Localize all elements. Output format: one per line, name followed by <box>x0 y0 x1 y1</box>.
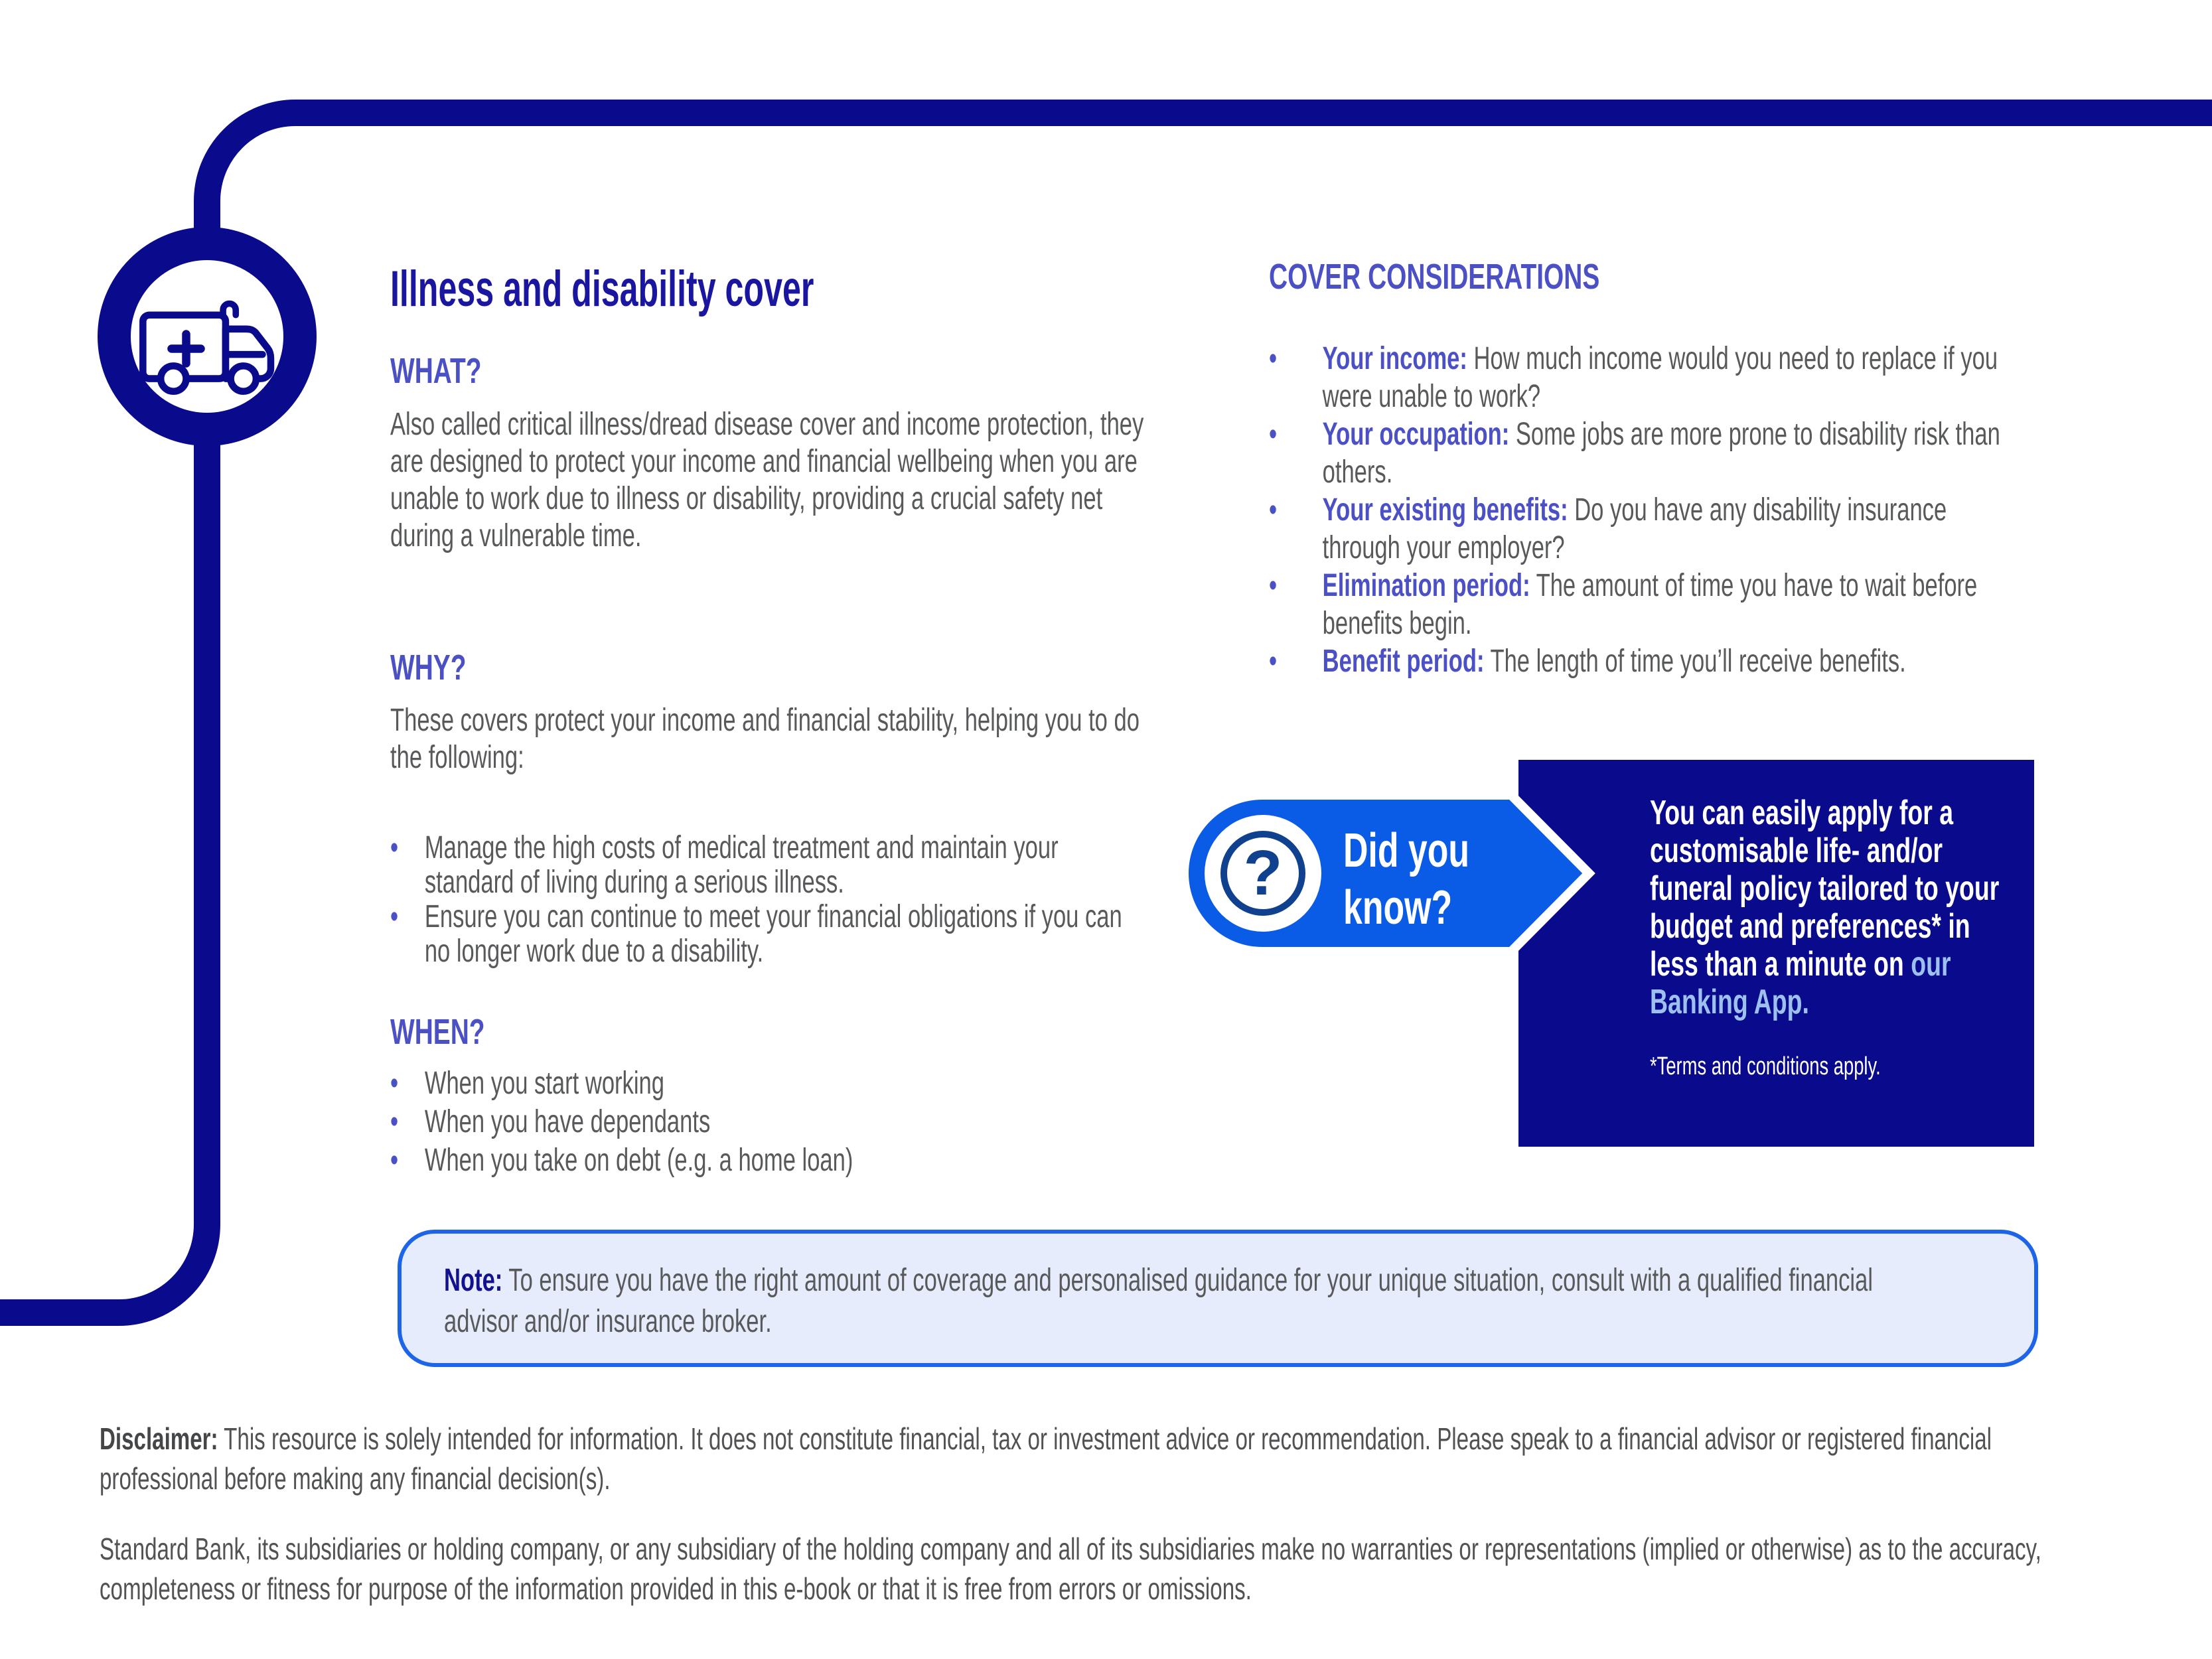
when-bullet-1: When you start working <box>424 1066 664 1101</box>
consideration-benefit-period-lead: Benefit period: <box>1322 644 1485 679</box>
consideration-benefits-lead: Your existing benefits: <box>1322 492 1568 528</box>
consideration-income-lead: Your income: <box>1322 341 1467 376</box>
consideration-occupation-lead: Your occupation: <box>1322 417 1510 452</box>
when-heading: WHEN? <box>390 1012 485 1052</box>
list-item <box>1269 415 2029 491</box>
consideration-elimination <box>1323 567 2030 642</box>
disclaimer-paragraph-2: Standard Bank, its subsidiaries or holding company, or any subsidiary of the holding company and all of its subsidiaries make no warranties or representations (implied or otherwise) as to the accuracy, completeness or fitness for purpose of the information provided in this e-book or that it is free from errors or omissions. <box>100 1532 2041 1606</box>
bullet-dot-icon <box>1269 415 1323 453</box>
note-lead: Note: <box>444 1263 503 1298</box>
disclaimer-lead: Disclaimer: <box>100 1421 218 1456</box>
bullet-dot-icon <box>1269 491 1323 529</box>
list-item <box>390 1064 1145 1103</box>
when-bullet-2: When you have dependants <box>424 1104 711 1139</box>
bullet-dot-icon <box>1269 642 1323 680</box>
consideration-income <box>1323 340 2030 415</box>
list-item <box>1269 340 2029 415</box>
list-item <box>390 831 1145 900</box>
what-heading: WHAT? <box>390 351 482 391</box>
list-item <box>1269 567 2029 642</box>
consideration-occupation-text: Some jobs are more prone to disability risk than others. <box>1322 417 2000 490</box>
did-you-know-badge <box>1176 788 1601 958</box>
question-icon-glyph: ? <box>1243 837 1283 908</box>
terms-note: *Terms and conditions apply. <box>1650 1052 1881 1080</box>
disclaimer-paragraph-1 <box>100 1419 2059 1498</box>
why-bullet-1: Manage the high costs of medical treatment and maintain your standard of living during a serious illness. <box>424 830 1059 900</box>
what-body: Also called critical illness/dread disease cover and income protection, they are designed to protect your income and financial wellbeing when you are unable to work due to illness or disability, providing a crucial safety net during a vulnerable time. <box>390 407 1144 553</box>
bullet-dot-icon <box>390 1103 425 1141</box>
disclaimer-text-1: This resource is solely intended for information. It does not constitute financial, tax or investment advice or recommendation. Please speak to a financial advisor or registered financial professional before making any financial decision(s). <box>100 1421 1992 1496</box>
consideration-benefit-period <box>1323 642 1906 680</box>
page-title: Illness and disability cover <box>390 261 814 317</box>
list-item <box>390 900 1145 969</box>
considerations-heading: COVER CONSIDERATIONS <box>1269 257 1600 297</box>
badge-label-line1: Did you <box>1343 824 1470 878</box>
why-bullet-list <box>390 831 1145 969</box>
did-you-know-body <box>1650 794 2006 1086</box>
note-box <box>398 1230 2038 1367</box>
consideration-occupation <box>1323 415 2030 491</box>
bullet-dot-icon <box>390 831 425 865</box>
disclaimer <box>100 1419 2059 1609</box>
when-bullet-3: When you take on debt (e.g. a home loan) <box>424 1143 853 1178</box>
note-text <box>444 1260 1878 1342</box>
consideration-income-text: How much income would you need to replace if you were unable to work? <box>1322 341 1998 414</box>
list-item <box>1269 642 2029 680</box>
list-item <box>1269 491 2029 567</box>
why-intro: These covers protect your income and financial stability, helping you to do the following: <box>390 703 1140 775</box>
bullet-dot-icon <box>390 1064 425 1103</box>
consideration-benefits-text: Do you have any disability insurance through your employer? <box>1322 492 1947 565</box>
bullet-dot-icon <box>1269 340 1323 378</box>
list-item <box>390 1103 1145 1141</box>
considerations-list <box>1269 340 2029 680</box>
note-body: To ensure you have the right amount of coverage and personalised guidance for your unique situation, consult with a qualified financial advisor and/or insurance broker. <box>444 1263 1874 1339</box>
why-heading: WHY? <box>390 648 467 687</box>
consideration-elimination-text: The amount of time you have to wait before benefits begin. <box>1322 568 1978 641</box>
consideration-benefits <box>1323 491 2030 567</box>
badge-label-line2: know? <box>1343 881 1453 935</box>
ambulance-icon <box>133 293 285 405</box>
when-bullet-list <box>390 1064 1145 1180</box>
bullet-dot-icon <box>390 900 425 934</box>
did-you-know-text: You can easily apply for a customisable life- and/or funeral policy tailored to your budget and preferences* in less than a minute on <box>1650 794 2000 983</box>
consideration-elimination-lead: Elimination period: <box>1322 568 1530 603</box>
consideration-benefit-period-text: The length of time you’ll receive benefits. <box>1484 644 1906 679</box>
banking-app-link[interactable]: our Banking App. <box>1650 945 1951 1021</box>
bullet-dot-icon <box>390 1141 425 1180</box>
list-item <box>390 1141 1145 1180</box>
bullet-dot-icon <box>1269 567 1323 605</box>
why-bullet-2: Ensure you can continue to meet your financial obligations if you can no longer work due to a disability. <box>424 899 1122 969</box>
